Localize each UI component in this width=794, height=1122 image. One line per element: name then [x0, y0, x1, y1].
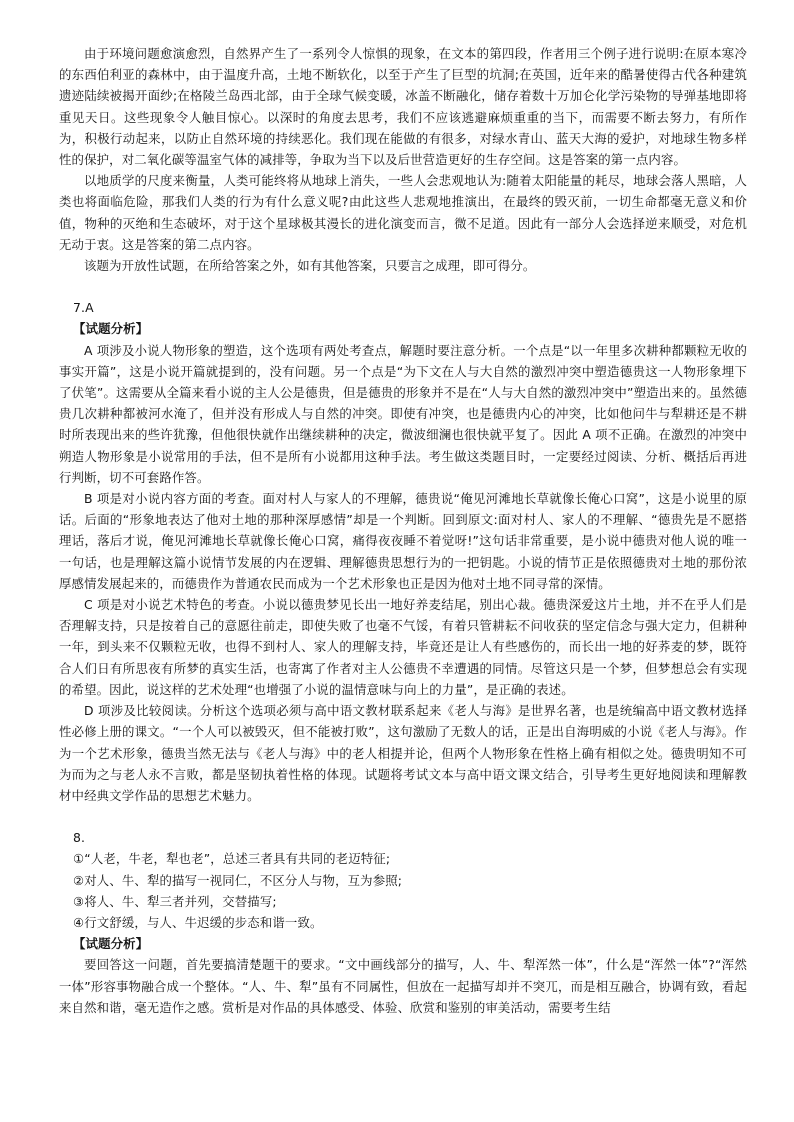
answer-point: ①“人老，牛老，犁也老”，总述三者具有共同的老迈特征;	[73, 851, 391, 867]
paragraph: C 项是对小说艺术特色的考查。小说以德贵梦见长出一地好养麦结尾，别出心裁。德贵深爱这片土地，并不在乎人们是否理解支持，只是按着自己的意愿往前走，即使失败了也毫不气馁，有着只管耕耘不问收获的坚定信念与强大定力，但耕种一年，到头来不仅颗粒无收，也得不到村人、家人的理解支持，毕竟还是让人有些感伤的，而长出一地的好荞麦的梦，既符合人们日有所思夜有所梦的真实生活，也寄寓了作者对主人公德贵不幸遭遇的同情。尽管这只是一个梦，但梦想总会有实现的希望。因此，说这样的艺术处理“也增强了小说的温情意味与向上的力量”，是正确的表述。	[59, 597, 747, 697]
analysis-heading: 【试题分析】	[73, 321, 149, 337]
answer-point: ②对人、牛、犁的描写一视同仁，不区分人与物，互为参照;	[73, 872, 403, 888]
answer-point: ④行文舒缓，与人、牛迟缓的步态和谐一致。	[73, 914, 323, 930]
question-8-number: 8.	[73, 830, 86, 846]
paragraph: 以地质学的尺度来衡量，人类可能终将从地球上消失，一些人会悲观地认为:随着太阳能量的耗尽，地球会落人黑暗，人类也将面临危险，那我们人类的行为有什么意义呢?由此这些人悲观地推演出，在最终的毁灭前，一切生命都毫无意义和价值，物种的灭绝和生态破坏，对于这个星球极其漫长的进化演变而言，微不足道。因此有一部分人会选择逆来顺受，对危机无动于衷。这是答案的第二点内容。	[59, 173, 747, 252]
spacer	[59, 276, 747, 297]
analysis-heading: 【试题分析】	[73, 936, 149, 952]
paragraph: D 项涉及比较阅读。分析这个选项必须与高中语文教材联系起来《老人与海》是世界名著，也是统编高中语文教材选择性必修上册的课文。“一个人可以被毁灭，但不能被打败”，这句激励了无数人的话，正是出自海明威的小说《老人与海》。作为一个艺术形象，德贵当然无法与《老人与海》中的老人相提并论，但两个人物形象在性格上确有相似之处。德贵明知不可为而为之与老人永不言败，都是坚韧执着性格的体现。试题将考试文本与高中语文课文结合，引导考生更好地阅读和理解教材中经典文学作品的思想艺术魅力。	[59, 703, 747, 803]
question-7-answer: 7.A	[73, 300, 94, 316]
spacer	[59, 806, 747, 827]
paragraph: 要回答这一问题，首先要搞清楚题干的要求。“文中画线部分的描写，人、牛、犁浑然一体”，什么是“浑然一体”?“浑然一体”形容事物融合成一个整体。“人、牛、犁”虽有不同属性，但放在一起描写却并不突兀，而是相互融合，协调有致，看起来自然和谐，毫无造作之感。赏析是对作品的具体感受、体验、欣赏和鉴别的审美活动，需要考生结	[59, 957, 747, 1015]
paragraph: A 项涉及小说人物形象的塑造，这个选项有两处考查点，解题时要注意分析。一个点是“以一年里多次耕种都颗粒无收的事实开篇”，这是小说开篇就提到的，没有问题。另一个点是“为下文在人与大自然的激烈冲突中塑造德贵这一人物形象埋下了伏笔”。这需要从全篇来看小说的主人公是德贵，但是德贵的形象并不是在“人与大自然的激烈冲突中”塑造出来的。虽然德贵几次耕种都被河水淹了，但并没有形成人与自然的冲突。即使有冲突，也是德贵内心的冲突，比如他问牛与犁耕还是不耕时所表现出来的些许犹豫，但他很快就作出继续耕种的决定，微波细澜也很快就平复了。因此 A 项不正确。在激烈的冲突中朔造人物形象是小说常用的手法，但不是所有小说都用这种手法。考生做这类题目时，一定要经过阅读、分析、概括后再进行判断，切不可套路作答。	[59, 342, 747, 485]
paragraph: 该题为开放性试题，在所给答案之外，如有其他答案，只要言之成理，即可得分。	[84, 258, 536, 274]
answer-point: ③将人、牛、犁三者并列，交替描写;	[73, 893, 277, 909]
paragraph: B 项是对小说内容方面的考查。面对村人与家人的不理解，德贵说“俺见河滩地长草就像长俺心口窝”，这是小说里的原话。后面的“形象地表达了他对土地的那种深厚感情”却是一个判断。回到原文:面对村人、家人的不理解、“德贵先是不愿搭理话，落后才说，俺见河滩地长草就像长俺心口窝，痛得夜夜睡不着觉呀!”这句话非常重要，是小说中德贵对他人说的唯一一句话，也是理解这篇小说情节发展的内在逻辑、理解德贵思想行为的一把钥匙。小说的情节正是依照德贵对土地的那份浓厚感情发展起来的，而德贵作为普通农民而成为一个艺术形象也正是因为他对土地不同寻常的深情。	[59, 491, 747, 591]
paragraph: 由于环境问题愈演愈烈，自然界产生了一系列令人惊惧的现象，在文本的第四段，作者用三个例子进行说明:在原本寒冷的东西伯利亚的森林中，由于温度升高，土地不断软化，以至于产生了巨型的坑洞;在英国，近年来的酷暑使得古代各种建筑遗迹陆续被揭开面纱;在格陵兰岛西北部，由于全球气候变暖，冰盖不断融化，储存着数十万加仑化学污染物的导弹基地即将重见天日。这些现象令人触目惊心。以深时的角度去思考，我们不应该逃避麻烦重重的当下，而需要不断去努力，有所作为，积极行动起来，以防止自然环境的持续恶化。我们现在能做的有很多，对绿水青山、蓝天大海的爱护，对地球生物多样性的保护，对二氧化碳等温室气体的减排等，争取为当下以及后世营造更好的生存空间。这是答案的第一点内容。	[59, 46, 747, 168]
